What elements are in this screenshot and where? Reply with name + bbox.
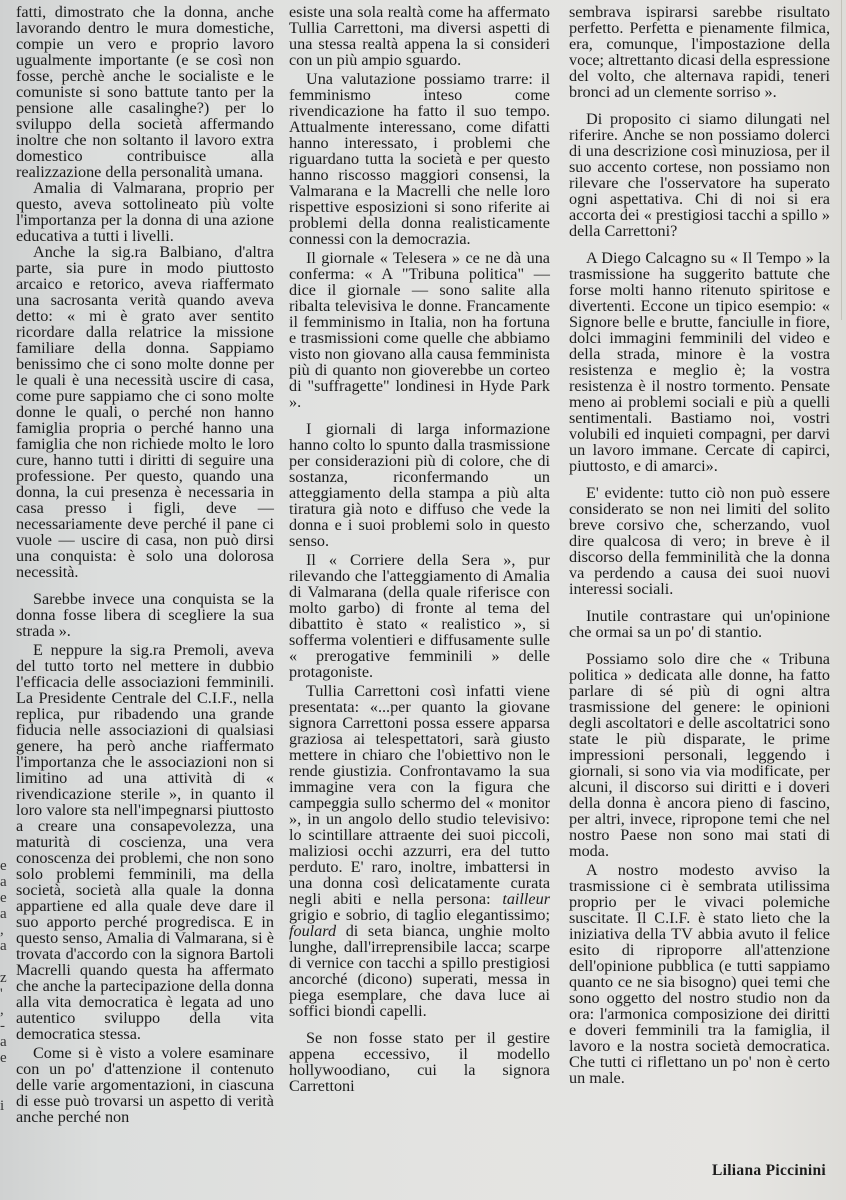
page-fold-line — [841, 0, 842, 320]
article-column-3 — [569, 4, 830, 1086]
article-paragraph: I giornali di larga informazione hanno colto lo spunto dalla trasmissione per considerazioni più di colore, che di sostanza, riconfermando un atteggiamento della stampa a più alta tiratura già noto e diffuso che vede la donna e i suoi problemi solo in questo senso. — [289, 420, 550, 550]
article-paragraph: Come si è visto a volere esaminare con un po' d'attenzione il contenuto delle varie argomentazioni, in ciascuna di esse può trovarsi un aspetto di verità anche perché non — [16, 1044, 274, 1126]
article-paragraph: Di proposito ci siamo dilungati nel riferire. Anche se non possiamo dolerci di una descrizione così minuziosa, per il suo accento cortese, non possiamo non rilevare che l'osservatore ha superato ogni aspettativa. Chi di noi si era accorta dei « prestigiosi tacchi a spillo » della Carrettoni? — [569, 110, 830, 240]
article-paragraph: E neppure la sig.ra Premoli, aveva del tutto torto nel mettere in dubbio l'efficacia delle associazioni femminili. La Presidente Centrale del C.I.F., nella replica, pur ribadendo una grande fiducia nelle associazioni di qualsiasi genere, ha però anche riaffermato l'importanza che le associazioni non si limitino ad una attività di « rivendicazione sterile », in quanto il loro valore sta nell'impegnarsi piuttosto a creare una consapevolezza, una maturità di coscienza, una vera conoscenza dei problemi, che non sono solo problemi femminili, ma della società, società alla quale la donna appartiene ed alla quale deve dare il suo apporto perché progredisca. E in questo senso, Amalia di Valmarana, si è trovata d'accordo con la signora Bartoli Macrelli quando questa ha affermato che anche la partecipazione della donna alla vita democratica è legata ad uno autentico sviluppo della vita democratica stessa. — [16, 641, 274, 1043]
author-signature: Liliana Piccinini — [711, 1162, 826, 1179]
bleed-letter: a — [0, 938, 7, 954]
bleed-letter: z — [0, 970, 7, 986]
article-paragraph: Il « Corriere della Sera », pur rilevando che l'atteggiamento di Amalia di Valmarana (della quale riferisce con molto garbo) di fronte al tema del dibattito è stato « realistico », si sofferma volentieri e diffusamente sulle « prerogative femminili » delle protagoniste. — [289, 551, 550, 681]
paragraph-text: di seta bianca, unghie molto lunghe, dall'irreprensibile lacca; scarpe di vernice con tacchi a spillo prestigiosi ancorché (dicono) superati, messa in piega esemplare, che dava luce ai soffici biondi capelli. — [289, 922, 550, 1020]
article-column-1 — [16, 4, 274, 1125]
bleed-letter — [0, 954, 10, 970]
article-paragraph: Amalia di Valmarana, proprio per questo, aveva sottolineato più volte l'importanza per la donna di una azione educativa a tutti i livelli. — [16, 179, 274, 245]
bleed-letter: - — [0, 1018, 5, 1034]
article-paragraph: A nostro modesto avviso la trasmissione ci è sembrata utilissima proprio per le vivaci polemiche suscitate. Il C.I.F. è stato lieto che la iniziativa della TV abbia avuto il felice esito di riproporre all'attenzione dell'opinione pubblica (e tutti sappiamo quanto ce ne sia bisogno) quei temi che sono oggetto del nostro studio non da ora: l'armonica composizione dei diritti e doveri femminili tra la famiglia, il lavoro e la nostra società democratica. Che tutti ci riflettano un po' non è certo un male. — [569, 861, 830, 1087]
bleed-letter — [0, 1066, 10, 1082]
article-paragraph: Se non fosse stato per il gestire appena eccessivo, il modello hollywoodiano, cui la signora Carrettoni — [289, 1029, 550, 1095]
bleed-letter: , — [0, 922, 4, 938]
bleed-letter: a — [0, 1034, 7, 1050]
article-paragraph — [289, 683, 550, 1019]
bleed-letter: a — [0, 906, 7, 922]
article-paragraph: fatti, dimostrato che la donna, anche lavorando dentro le mura domestiche, compie un vero e proprio lavoro ugualmente importante (e se così non fosse, perchè anche le socialiste e le comuniste si sono battute tanto per la pensione alle casalinghe?) per lo sviluppo della società affermando inoltre che non soltanto il lavoro extra domestico contribuisce alla realizzazione della personalità umana. — [16, 3, 274, 181]
bleed-letter: e — [0, 890, 7, 906]
article-paragraph: Anche la sig.ra Balbiano, d'altra parte, sia pure in modo piuttosto arcaico e retorico, aveva riaffermato una sacrosanta verità quando aveva detto: « mi è grato aver sentito ricordare dalla relatrice la missione familiare della donna. Sappiamo benissimo che ci sono molte donne per le quali è una necessità uscire di casa, come pure sappiamo che ci sono molte donne le quali, o perché non hanno famiglia propria o perché hanno una famiglia che non richiede molto le loro cure, hanno tutti i diritti di seguire una professione. Per questo, quando una donna, la cui presenza è necessaria in casa presso i figli, deve — necessariamente deve perché il pane ci vuole — uscire di casa, non può dirsi una conquista: è solo una dolorosa necessità. — [16, 243, 274, 581]
article-paragraph: Sarebbe invece una conquista se la donna fosse libera di scegliere la sua strada ». — [16, 590, 274, 640]
bleed-letter — [0, 1082, 10, 1098]
article-paragraph: Il giornale « Telesera » ce ne dà una conferma: « A "Tribuna politica" — dice il giornale — sono salite alla ribalta televisiva le donne. Francamente il femminismo in Italia, non ha fortuna e trasmissioni come quelle che abbiamo visto non giovano alla causa femminista più di quanto non gioverebbe un corteo di "suffragette" londinesi in Hyde Park ». — [289, 249, 550, 411]
article-paragraph: A Diego Calcagno su « Il Tempo » la trasmissione ha suggerito battute che forse molti hanno ritenuto spiritose e divertenti. Eccone un tipico esempio: « Signore belle e brutte, fanciulle in fiore, dolci immagini femminili del video e della strada, minore è la vostra resistenza e meglio è; la vostra resistenza è il nostro tormento. Pensate meno ai problemi sociali e più a quelli sentimentali. Bastiamo noi, vostri volubili ed inquieti compagni, per darvi un lavoro immane. Cercate di capirci, piuttosto, e di amarci». — [569, 249, 830, 475]
bleed-letter: e — [0, 858, 7, 874]
bleed-letter: , — [0, 1002, 4, 1018]
italic-term: tailleur — [502, 890, 550, 908]
previous-page-bleed-letters — [0, 858, 10, 1114]
article-paragraph: sembrava ispirarsi sarebbe risultato perfetto. Perfetta e pienamente filmica, era, comunque, l'impostazione della voce; altrettanto dicasi della espressione del volto, che alternava rapidi, teneri bronci ad un clemente sorriso ». — [569, 3, 830, 101]
article-column-2 — [289, 4, 550, 1094]
bleed-letter: a — [0, 874, 7, 890]
paragraph-text: Tullia Carrettoni così infatti viene presentata: «...per quanto la giovane signora Carrettoni possa essere apparsa graziosa ai telespettatori, sarà giusto mettere in chiaro che l'obiettivo non le rende giustizia. Confrontavamo la sua immagine vera con la figura che campeggia sullo schermo del « monitor », in un angolo dello studio televisivo: lo scintillare attraente dei suoi piccoli, maliziosi occhi azzurri, era del tutto perduto. E' raro, inoltre, imbattersi in una donna così delicatamente curata negli abiti e nella persona: — [289, 682, 550, 908]
bleed-letter: i — [0, 1098, 5, 1114]
article-paragraph: Inutile contrastare qui un'opinione che ormai sa un po' di stantio. — [569, 607, 830, 641]
bleed-letter: e — [0, 1050, 7, 1066]
bleed-letter: ' — [0, 986, 3, 1002]
article-paragraph: esiste una sola realtà come ha affermato Tullia Carrettoni, ma diversi aspetti di una stessa realtà appena la si consideri con un più ampio sguardo. — [289, 3, 550, 69]
article-paragraph: Una valutazione possiamo trarre: il femminismo inteso come rivendicazione ha fatto il suo tempo. Attualmente interessano, come difatti hanno interessato, i problemi che riguardano tutta la società e per questo hanno riscosso maggiori consensi, la Valmarana e la Macrelli che nelle loro rispettive esposizioni si sono riferite ai problemi della donna realisticamente connessi con la democrazia. — [289, 70, 550, 248]
article-paragraph: Possiamo solo dire che « Tribuna politica » dedicata alle donne, ha fatto parlare di sé più di ogni altra trasmissione del genere: le opinioni degli ascoltatori e delle ascoltatrici sono state le più disparate, le prime impressioni personali, leggendo i giornali, si sono via via modificate, per alcuni, il discorso sui diritti e i doveri della donna è ancora pieno di fascino, per altri, invece, ripropone temi che nel nostro Paese non sono mai stati di moda. — [569, 650, 830, 860]
italic-term: foulard — [289, 922, 337, 940]
article-paragraph: E' evidente: tutto ciò non può essere considerato se non nei limiti del solito breve corsivo che, scherzando, vuol dire qualcosa di vero; in breve è il discorso della femminilità che la donna va perdendo a causa dei suoi nuovi interessi sociali. — [569, 484, 830, 598]
paragraph-text: grigio e sobrio, di taglio elegantissimo; — [289, 906, 550, 924]
